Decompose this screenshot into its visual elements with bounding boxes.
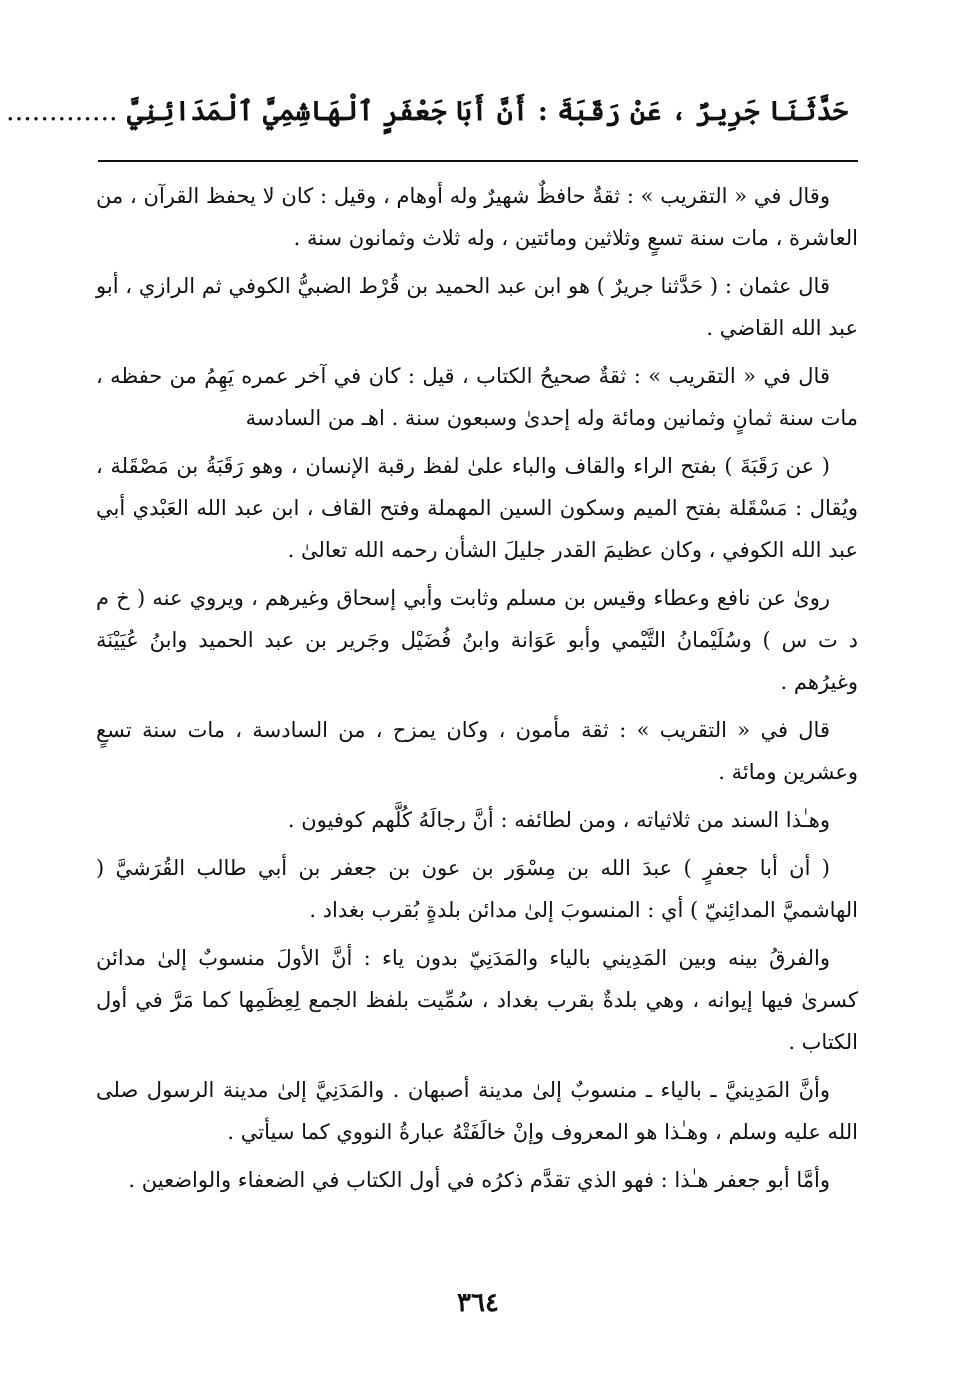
running-head	[6, 92, 848, 132]
page-number: ٣٦٤	[457, 1288, 499, 1318]
running-head-text: حَدَّثَنَا جَرِيرٌ ، عَنْ رَقَبَةَ : أَنَّ أَبَا جَعْفَرٍ ٱلْهَاشِمِيَّ ٱلْمَدَائِنِيَّ	[127, 96, 848, 127]
paragraph-raqaba: ( عن رَقَبَةَ ) بفتح الراء والقاف والباء علىٰ لفظ رقبة الإنسان ، وهو رَقَبَةُ بن مَصْقَلة ، ويُقال : مَسْقَلة بفتح الميم وسكون السين المهملة وفتح القاف ، ابن عبد الله العَبْدي أبي عبد الله الكوفي ، وكان عظيمَ القدر جليلَ الشأن رحمه الله تعالىٰ .	[96, 454, 858, 562]
paragraph-jarir: قال عثمان : ( حَدَّثنا جريرٌ ) هو ابن عبد الحميد بن قُرْط الضبيُّ الكوفي ثم الرازي ، أبو عبد الله القاضي .	[96, 274, 858, 340]
page-body	[96, 175, 858, 1207]
paragraph-taqrib-1: وقال في « التقريب » : ثقةٌ حافظٌ شهيرٌ وله أوهام ، وقيل : كان لا يحفظ القرآن ، من العاشرة ، مات سنة تسعٍ وثلاثين ومائتين ، وله ثلاث وثمانون سنة .	[96, 184, 858, 250]
paragraph-abu-jafar: ( أن أبا جعفرٍ ) عبدَ الله بن مِسْوَر بن عون بن جعفر بن أبي طالب القُرَشيَّ ( الهاشميَّ المدائِنيّ ) أي : المنسوبَ إلىٰ مدائن بلدةٍ بُقرب بغداد .	[96, 856, 858, 922]
running-head-dots: .............	[6, 96, 118, 127]
paragraph-chain: وهـٰذا السند من ثلاثياته ، ومن لطائفه : أنَّ رجالَهُ كُلَّهم كوفيون .	[287, 808, 830, 832]
paragraph-final: وأمَّا أبو جعفر هـٰذا : فهو الذي تقدَّم ذكرُه في أول الكتاب في الضعفاء والواضعين .	[128, 1168, 830, 1192]
header-divider	[98, 160, 858, 162]
paragraph-taqrib-2: قال في « التقريب » : ثقةٌ صحيحُ الكتاب ، قيل : كان في آخر عمره يَهِمُ من حفظه ، مات سنة ثمانٍ وثمانين ومائة وله إحدىٰ وسبعون سنة . اهـ من السادسة	[96, 364, 858, 430]
paragraph-madini: وأنَّ المَدِينيَّ ـ بالياء ـ منسوبٌ إلىٰ مدينة أصبهان . والمَدَنِيَّ إلىٰ مدينة الرسول صلى الله عليه وسلم ، وهـٰذا هو المعروف وإنْ خالَفَتْهُ عبارةُ النووي كما سيأتي .	[96, 1078, 858, 1144]
paragraph-narrators: روىٰ عن نافع وعطاء وقيس بن مسلم وثابت وأبي إسحاق وغيرهم ، ويروي عنه ( خ م د ت س ) وسُلَيْمانُ التَّيْمي وأبو عَوَانة وابنُ فُضَيْل وجَرير بن عبد الحميد وابنُ عُيَيْنَة وغيرُهم .	[96, 586, 858, 694]
paragraph-taqrib-3: قال في « التقريب » : ثقة مأمون ، وكان يمزح ، من السادسة ، مات سنة تسعٍ وعشرين ومائة .	[96, 718, 858, 784]
paragraph-difference: والفرقُ بينه وبين المَدِيني بالياء والمَدَنِيّ بدون ياء : أنَّ الأولَ منسوبٌ إلىٰ مدائن كسرىٰ فيها إيوانه ، وهي بلدةٌ بقرب بغداد ، سُمِّيت بلفظ الجمع لِعِظَمِها كما مَرَّ في أول الكتاب .	[96, 946, 858, 1054]
